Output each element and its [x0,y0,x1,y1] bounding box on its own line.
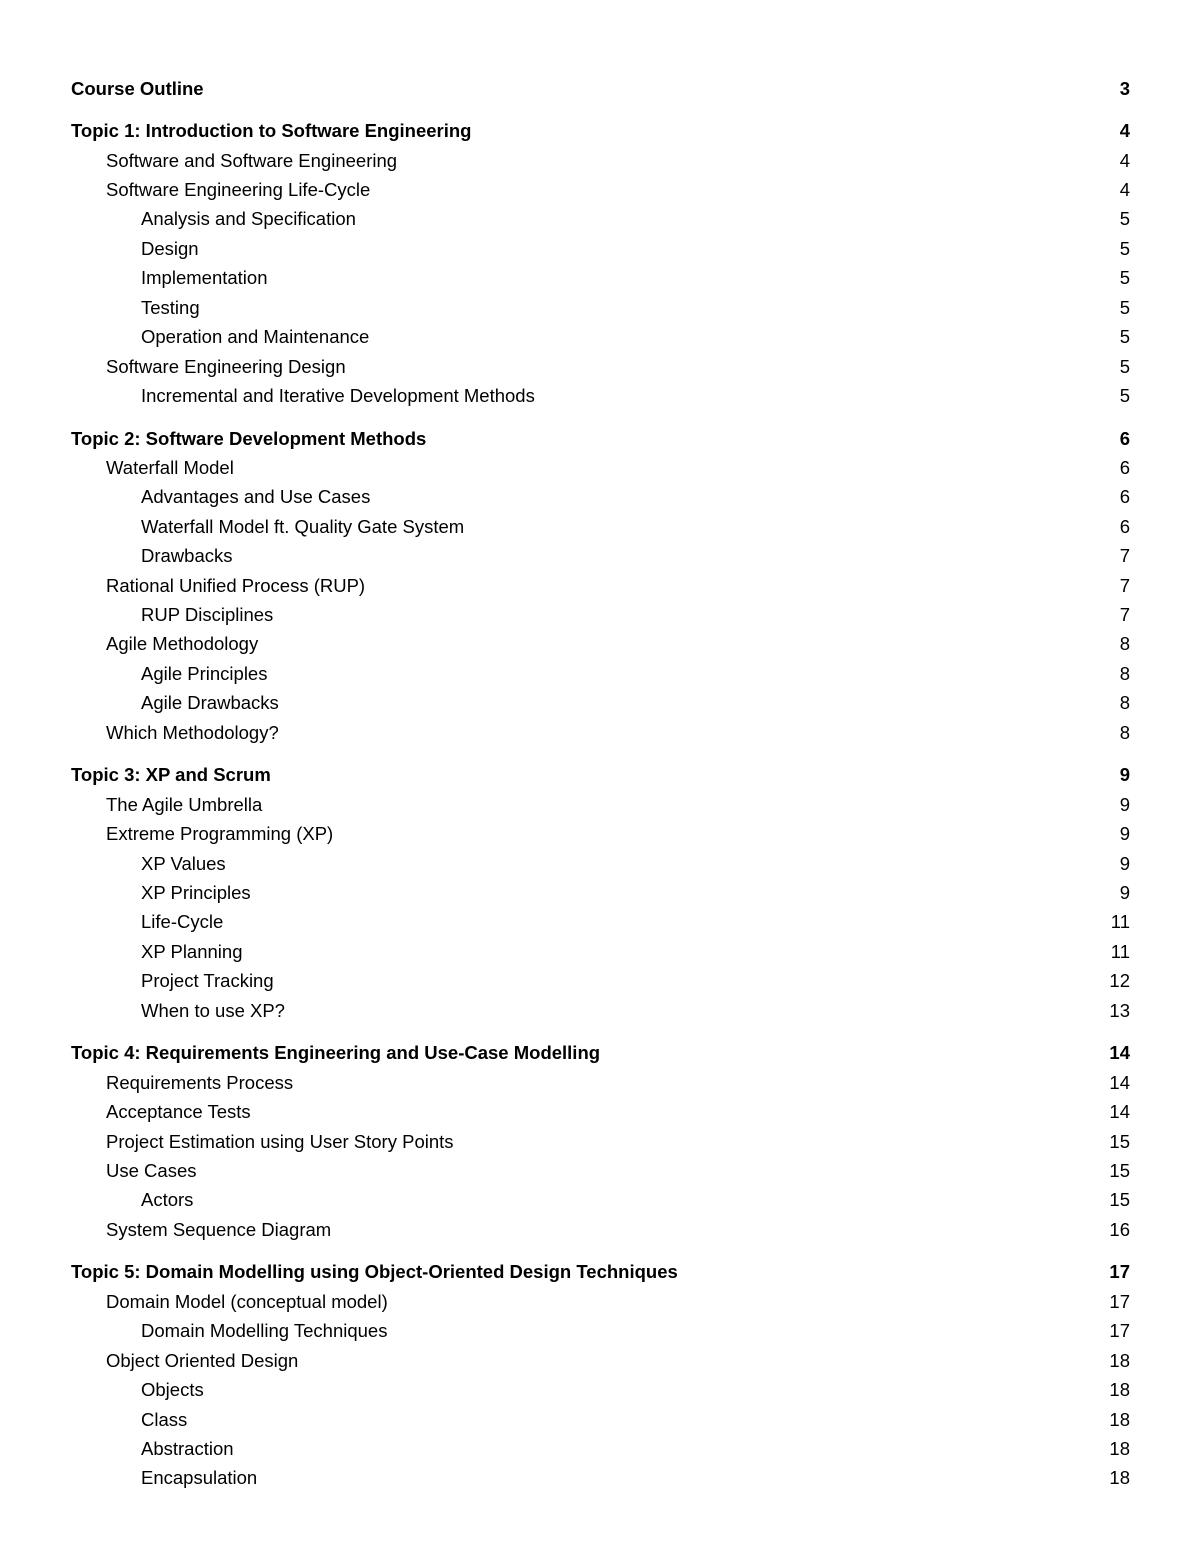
toc-item-title: RUP Disciplines [141,604,274,625]
toc-item-title: Project Tracking [141,970,274,991]
toc-item-title: Domain Model (conceptual model) [106,1291,388,1312]
toc-item-page-number: 5 [1119,208,1130,229]
toc-item[interactable] [71,632,1130,656]
toc-item-page-number: 8 [1119,663,1130,684]
toc-heading[interactable] [71,763,1130,787]
toc-item-title: Rational Unified Process (RUP) [106,575,366,596]
toc-item[interactable] [71,178,1130,202]
toc-item[interactable] [71,1071,1130,1095]
toc-item-title: Which Methodology? [106,722,279,743]
toc-item-page-number: 9 [1119,882,1130,903]
toc-item[interactable] [71,237,1130,261]
toc-item-page-number: 9 [1119,853,1130,874]
toc-item-title: Agile Methodology [106,633,259,654]
toc-item[interactable] [71,456,1130,480]
toc-item-title: Software Engineering Life-Cycle [106,179,371,200]
toc-item-title: Testing [141,297,200,318]
toc-item-title: Object Oriented Design [106,1350,299,1371]
toc-item-title: Topic 5: Domain Modelling using Object-Oriented Design Techniques [71,1261,678,1282]
toc-item-page-number: 15 [1109,1189,1130,1210]
toc-item[interactable] [71,355,1130,379]
toc-heading[interactable] [71,119,1130,143]
toc-item-title: System Sequence Diagram [106,1219,332,1240]
toc-item-title: Implementation [141,267,268,288]
toc-item-page-number: 7 [1119,604,1130,625]
toc-item-page-number: 8 [1119,722,1130,743]
toc-item-title: Analysis and Specification [141,208,356,229]
toc-item-page-number: 9 [1119,823,1130,844]
toc-item[interactable] [71,691,1130,715]
toc-item-page-number: 5 [1119,326,1130,347]
toc-item-title: Objects [141,1379,204,1400]
toc-item-title: Acceptance Tests [106,1101,251,1122]
toc-item[interactable] [71,881,1130,905]
toc-item-page-number: 16 [1109,1219,1130,1240]
toc-item-page-number: 9 [1119,764,1130,785]
toc-item[interactable] [71,544,1130,568]
toc-item[interactable] [71,266,1130,290]
toc-item-title: Project Estimation using User Story Points [106,1131,454,1152]
toc-item[interactable] [71,574,1130,598]
toc-item-page-number: 18 [1109,1350,1130,1371]
toc-item-title: Incremental and Iterative Development Methods [141,385,535,406]
toc-item-page-number: 13 [1109,1000,1130,1021]
toc-item[interactable] [71,969,1130,993]
toc-item-page-number: 15 [1109,1131,1130,1152]
toc-item[interactable] [71,910,1130,934]
toc-item-page-number: 18 [1109,1438,1130,1459]
toc-item-page-number: 7 [1119,545,1130,566]
toc-item[interactable] [71,1349,1130,1373]
toc-item[interactable] [71,662,1130,686]
toc-item[interactable] [71,296,1130,320]
toc-item-title: Domain Modelling Techniques [141,1320,388,1341]
toc-item-page-number: 5 [1119,297,1130,318]
toc-heading[interactable] [71,1260,1130,1284]
toc-item-page-number: 17 [1109,1291,1130,1312]
toc-item-title: Topic 2: Software Development Methods [71,428,427,449]
toc-item[interactable] [71,1159,1130,1183]
toc-item-title: XP Planning [141,941,243,962]
toc-item-page-number: 4 [1119,150,1130,171]
toc-item-page-number: 12 [1109,970,1130,991]
toc-item-title: Actors [141,1189,194,1210]
toc-item[interactable] [71,603,1130,627]
toc-item-page-number: 18 [1109,1409,1130,1430]
toc-item-page-number: 4 [1119,179,1130,200]
toc-item-page-number: 18 [1109,1467,1130,1488]
toc-item-page-number: 6 [1119,486,1130,507]
toc-item-title: Topic 4: Requirements Engineering and Use-Case Modelling [71,1042,601,1063]
toc-item[interactable] [71,1130,1130,1154]
toc-item-title: Abstraction [141,1438,234,1459]
toc-item-title: XP Values [141,853,226,874]
toc-item-title: Operation and Maintenance [141,326,370,347]
toc-item-page-number: 5 [1119,356,1130,377]
toc-item-title: Encapsulation [141,1467,258,1488]
toc-item[interactable] [71,1437,1130,1461]
toc-item-title: Software Engineering Design [106,356,346,377]
toc-item-title: Agile Drawbacks [141,692,279,713]
toc-item-page-number: 17 [1109,1261,1130,1282]
toc-item-page-number: 11 [1110,911,1130,932]
toc-item-title: Course Outline [71,78,204,99]
toc-heading[interactable] [71,77,1130,101]
toc-item-title: Life-Cycle [141,911,224,932]
toc-item-title: Topic 1: Introduction to Software Engineering [71,120,472,141]
toc-item[interactable] [71,940,1130,964]
toc-item-page-number: 6 [1119,428,1130,449]
toc-item-page-number: 9 [1119,794,1130,815]
toc-item[interactable] [71,485,1130,509]
toc-item[interactable] [71,384,1130,408]
toc-item-page-number: 8 [1119,633,1130,654]
toc-item-title: Extreme Programming (XP) [106,823,334,844]
toc-item-page-number: 5 [1119,238,1130,259]
toc-item-title: Design [141,238,199,259]
toc-item-page-number: 3 [1119,78,1130,99]
toc-item[interactable] [71,852,1130,876]
toc-item-title: Use Cases [106,1160,197,1181]
toc-item-title: Waterfall Model ft. Quality Gate System [141,516,465,537]
toc-item[interactable] [71,1378,1130,1402]
toc-item[interactable] [71,1100,1130,1124]
toc-heading[interactable] [71,1041,1130,1065]
toc-item-title: Software and Software Engineering [106,150,398,171]
toc-item[interactable] [71,721,1130,745]
toc-item-page-number: 6 [1119,516,1130,537]
toc-item[interactable] [71,1188,1130,1212]
toc-heading[interactable] [71,427,1130,451]
toc-item-page-number: 15 [1109,1160,1130,1181]
toc-item-page-number: 6 [1119,457,1130,478]
toc-item[interactable] [71,515,1130,539]
toc-item-page-number: 14 [1109,1042,1130,1063]
toc-item[interactable] [71,1408,1130,1432]
toc-item-page-number: 5 [1119,385,1130,406]
toc-item-title: Class [141,1409,188,1430]
toc-item[interactable] [71,1466,1130,1490]
toc-item-page-number: 4 [1119,120,1130,141]
toc-item-page-number: 5 [1119,267,1130,288]
toc-item[interactable] [71,149,1130,173]
toc-item-title: XP Principles [141,882,251,903]
toc-item-page-number: 17 [1109,1320,1130,1341]
toc-item[interactable] [71,325,1130,349]
toc-item[interactable] [71,1319,1130,1343]
toc-item-title: The Agile Umbrella [106,794,263,815]
toc-item-title: Waterfall Model [106,457,234,478]
toc-item[interactable] [71,999,1130,1023]
toc-item-page-number: 14 [1109,1072,1130,1093]
toc-item[interactable] [71,1290,1130,1314]
toc-item-page-number: 8 [1119,692,1130,713]
toc-item[interactable] [71,207,1130,231]
toc-item[interactable] [71,1218,1130,1242]
toc-item-title: Advantages and Use Cases [141,486,371,507]
toc-item-page-number: 7 [1119,575,1130,596]
toc-item[interactable] [71,822,1130,846]
toc-item[interactable] [71,793,1130,817]
toc-item-title: Requirements Process [106,1072,294,1093]
toc-item-page-number: 11 [1110,941,1130,962]
toc-item-page-number: 14 [1109,1101,1130,1122]
toc-item-title: Drawbacks [141,545,233,566]
toc-item-title: When to use XP? [141,1000,285,1021]
toc-item-title: Topic 3: XP and Scrum [71,764,271,785]
toc-item-page-number: 18 [1109,1379,1130,1400]
toc-item-title: Agile Principles [141,663,268,684]
